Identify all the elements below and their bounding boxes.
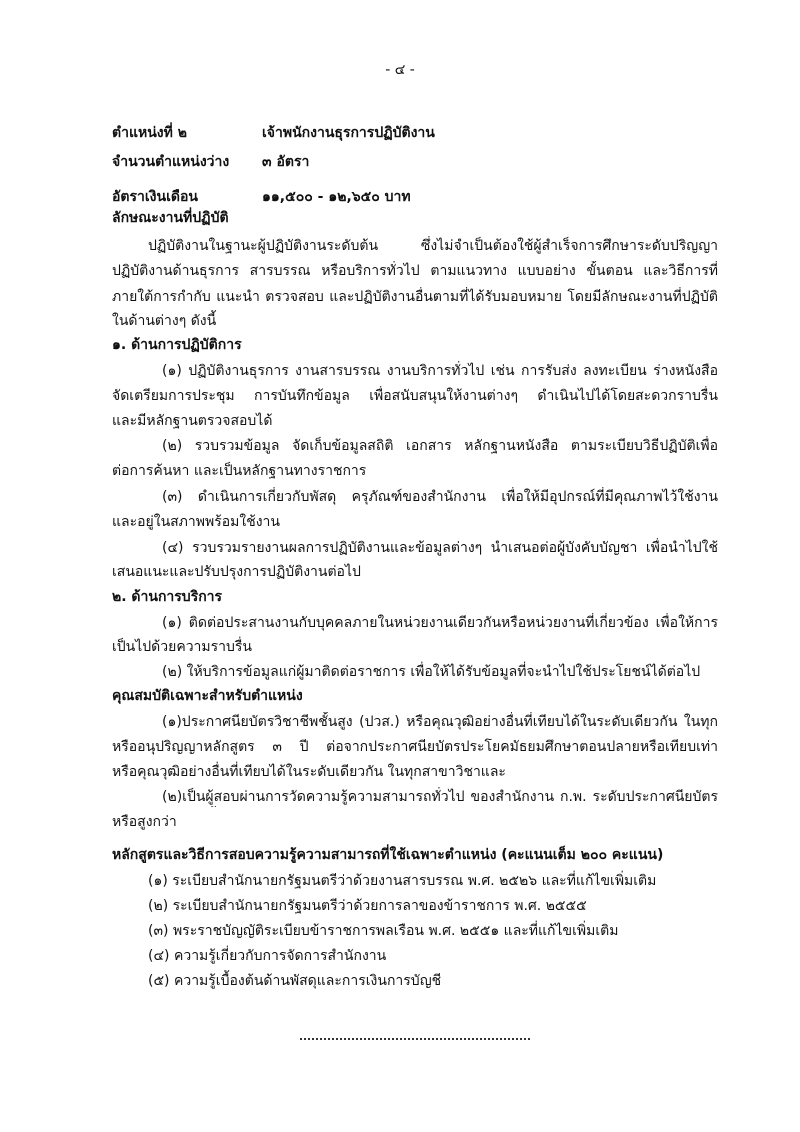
- position-value: เจ้าพนักงานธุรการปฏิบัติงาน: [262, 125, 435, 141]
- paragraph-line: (๑) ปฏิบัติงานธุรการ งานสารบรรณ งานบริการทั่วไป เช่น การรับส่ง ลงทะเบียน ร่างหนังสือ: [162, 363, 718, 379]
- exam-item: (๔) ความรู้เกี่ยวกับการจัดการสำนักงาน: [148, 948, 387, 964]
- position-label: ตำแหน่งที่ ๒: [112, 125, 187, 141]
- paragraph-line: หรือสูงกว่า: [112, 814, 177, 830]
- paragraph-line: ปฏิบัติงานในฐานะผู้ปฏิบัติงานระดับต้น ซึ่งไม่จำเป็นต้องใช้ผู้สำเร็จการศึกษาระดับปริญญา: [148, 238, 718, 254]
- duties-heading: ลักษณะงานที่ปฏิบัติ: [112, 210, 229, 226]
- exam-item: (๒) ระเบียบสำนักนายกรัฐมนตรีว่าด้วยการลาของข้าราชการ พ.ศ. ๒๕๕๕: [148, 898, 587, 914]
- paragraph-line: ปฏิบัติงานด้านธุรการ สารบรรณ หรือบริการทั่วไป ตามแนวทาง แบบอย่าง ขั้นตอน และวิธีการที่: [112, 263, 718, 279]
- salary-label: อัตราเงินเดือน: [112, 189, 198, 205]
- paragraph-line: ต่อการค้นหา และเป็นหลักฐานทางราชการ: [112, 463, 367, 479]
- paragraph-line: (๔) รวบรวมรายงานผลการปฏิบัติงานและข้อมูลต่างๆ นำเสนอต่อผู้บังคับบัญชา เพื่อนำไปใช้: [162, 540, 718, 556]
- exam-item: (๕) ความรู้เบื้องต้นด้านพัสดุและการเงินการบัญชี: [148, 973, 442, 989]
- paragraph-line: (๑)ประกาศนียบัตรวิชาชีพชั้นสูง (ปวส.) หรือคุณวุฒิอย่างอื่นที่เทียบได้ในระดับเดียวกัน ในทุก: [162, 714, 718, 730]
- section1-title: ๑. ด้านการปฏิบัติการ: [112, 337, 242, 353]
- vacancy-label: จำนวนตำแหน่งว่าง: [112, 154, 230, 170]
- paragraph-line: ในด้านต่างๆ ดังนี้: [112, 313, 217, 329]
- exam-item: (๑) ระเบียบสำนักนายกรัฐมนตรีว่าด้วยงานสารบรรณ พ.ศ. ๒๕๒๖ และที่แก้ไขเพิ่มเติม: [148, 873, 657, 889]
- page-number: - ๔ -: [385, 62, 415, 78]
- paragraph-line: และอยู่ในสภาพพร้อมใช้งาน: [112, 514, 280, 530]
- qualifications-heading: คุณสมบัติเฉพาะสำหรับตำแหน่ง: [112, 688, 303, 704]
- paragraph-line: (๓) ดำเนินการเกี่ยวกับพัสดุ ครุภัณฑ์ของสำนักงาน เพื่อให้มีอุปกรณ์ที่มีคุณภาพไว้ใช้งาน: [162, 489, 718, 505]
- salary-value: ๑๑,๕๐๐ - ๑๒,๖๕๐ บาท: [262, 189, 411, 205]
- paragraph-line: เสนอแนะและปรับปรุงการปฏิบัติงานต่อไป: [112, 564, 361, 580]
- paragraph-line: หรือคุณวุฒิอย่างอื่นที่เทียบได้ในระดับเดียวกัน ในทุกสาขาวิชาและ: [112, 764, 506, 780]
- paragraph-line: เป็นไปด้วยความราบรื่น: [112, 639, 252, 655]
- paragraph-line: ภายใต้การกำกับ แนะนำ ตรวจสอบ และปฏิบัติงานอื่นตามที่ได้รับมอบหมาย โดยมีลักษณะงานที่ปฏิบัติ: [112, 289, 718, 305]
- exam-item: (๓) พระราชบัญญัติระเบียบข้าราชการพลเรือน พ.ศ. ๒๕๕๑ และที่แก้ไขเพิ่มเติม: [148, 923, 619, 939]
- paragraph-line: จัดเตรียมการประชุม การบันทึกข้อมูล เพื่อสนับสนุนให้งานต่างๆ ดำเนินไปได้โดยสะดวกราบรื่น: [112, 388, 718, 404]
- exam-heading: หลักสูตรและวิธีการสอบความรู้ความสามารถที่ใช้เฉพาะตำแหน่ง (คะแนนเต็ม ๒๐๐ คะแนน): [112, 847, 664, 863]
- paragraph-line: (๑) ติดต่อประสานงานกับบุคคลภายในหน่วยงานเดียวกันหรือหน่วยงานที่เกี่ยวข้อง เพื่อให้การ: [162, 615, 718, 631]
- dotted-end-divider: [300, 1038, 530, 1040]
- paragraph-line: (๒) รวบรวมข้อมูล จัดเก็บข้อมูลสถิติ เอกสาร หลักฐานหนังสือ ตามระเบียบวิธีปฏิบัติเพื่อ: [162, 438, 718, 454]
- section2-title: ๒. ด้านการบริการ: [112, 589, 223, 605]
- paragraph-line: และมีหลักฐานตรวจสอบได้: [112, 413, 273, 429]
- vacancy-value: ๓ อัตรา: [262, 154, 310, 170]
- paragraph-line: (๒) ให้บริการข้อมูลแก่ผู้มาติดต่อราชการ เพื่อให้ได้รับข้อมูลที่จะนำไปใช้ประโยชน์ได้ต่อไป: [162, 664, 701, 680]
- paragraph-line: (๒)เป็นผู้สอบผ่านการวัดความรู้ความสามารถทั่วไป ของสำนักงาน ก.พ. ระดับประกาศนียบัตร: [162, 789, 718, 805]
- paragraph-line: หรืออนุปริญญาหลักสูตร ๓ ปี ต่อจากประกาศนียบัตรประโยคมัธยมศึกษาตอนปลายหรือเทียบเท่า: [112, 739, 718, 755]
